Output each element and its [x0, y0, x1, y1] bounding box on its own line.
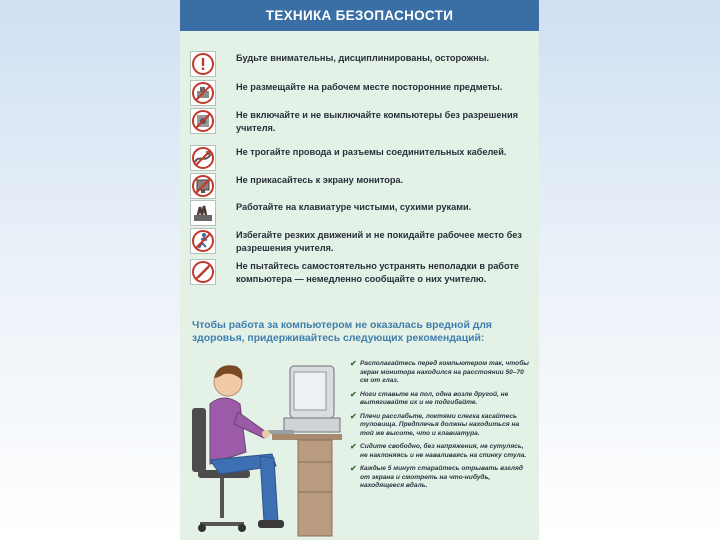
rule-text: Будьте внимательны, дисциплинированы, осторожны. — [236, 53, 490, 63]
recommendations-heading: Чтобы работа за компьютером не оказалась вредной для здоровья, придерживайтесь следующих рекомендаций: — [192, 320, 492, 344]
rule-item — [190, 200, 530, 228]
workstation-illustration — [180, 352, 355, 540]
no-power-switch-icon — [190, 108, 216, 134]
recommendation-item: ✔ Каждые 5 минут старайтесь отрывать взгляд от экрана и смотреть на что-нибудь, находящееся вдаль. — [350, 464, 523, 489]
recommendation-item: ✔ Сидите свободно, без напряжения, не сутулясь, не наклоняясь и не наваливаясь на спинку стула. — [350, 442, 527, 459]
rule-item — [190, 228, 530, 256]
rule-text: Не включайте и не выключайте компьютеры без разрешения учителя. — [236, 110, 518, 133]
recommendations-list — [350, 360, 532, 496]
rule-text: Работайте на клавиатуре чистыми, сухими руками. — [236, 202, 472, 212]
recommendation-item: ✔ Ноги ставьте на пол, одна возле другой, не вытягивайте их и не подгибайте. — [350, 389, 509, 406]
checkmark-icon: ✔ — [350, 389, 357, 399]
rule-text: Не пытайтесь самостоятельно устранять неполадки в работе компьютера — немедленно сообщайте о них учителю. — [236, 261, 519, 284]
checkmark-icon: ✔ — [350, 464, 357, 473]
recommendation-item: ✔ Располагайтесь перед компьютером так, чтобы экран монитора находился на расстоянии 50–70 см от глаз. — [350, 359, 529, 384]
poster-title: ТЕХНИКА БЕЗОПАСНОСТИ — [180, 0, 539, 31]
checkmark-icon: ✔ — [350, 442, 357, 451]
rule-item — [190, 173, 530, 201]
safety-poster — [180, 0, 539, 540]
rule-text: Не трогайте провода и разъемы соединительных кабелей. — [236, 147, 507, 157]
rule-text: Избегайте резких движений и не покидайте рабочее место без разрешения учителя. — [236, 230, 522, 253]
rule-item — [190, 259, 530, 287]
no-repair-icon — [190, 259, 216, 285]
rule-text: Не размещайте на рабочем месте посторонние предметы. — [236, 82, 503, 92]
exclamation-icon — [190, 51, 216, 77]
clean-hands-icon — [190, 200, 216, 226]
rule-text: Не прикасайтесь к экрану монитора. — [236, 175, 404, 185]
no-running-icon — [190, 228, 216, 254]
rule-item — [190, 51, 530, 79]
rule-item — [190, 145, 530, 173]
rule-item — [190, 80, 530, 108]
no-cables-icon — [190, 145, 216, 171]
no-foreign-objects-icon — [190, 80, 216, 106]
checkmark-icon: ✔ — [350, 411, 357, 421]
rule-item — [190, 108, 530, 136]
no-screen-touch-icon — [190, 173, 216, 199]
checkmark-icon: ✔ — [350, 359, 357, 368]
recommendation-item: ✔ Плечи расслабьте, локтями слегка касайтесь туловища. Предплечья должны находиться на той же высоте, что и клавиатура. — [350, 411, 520, 437]
